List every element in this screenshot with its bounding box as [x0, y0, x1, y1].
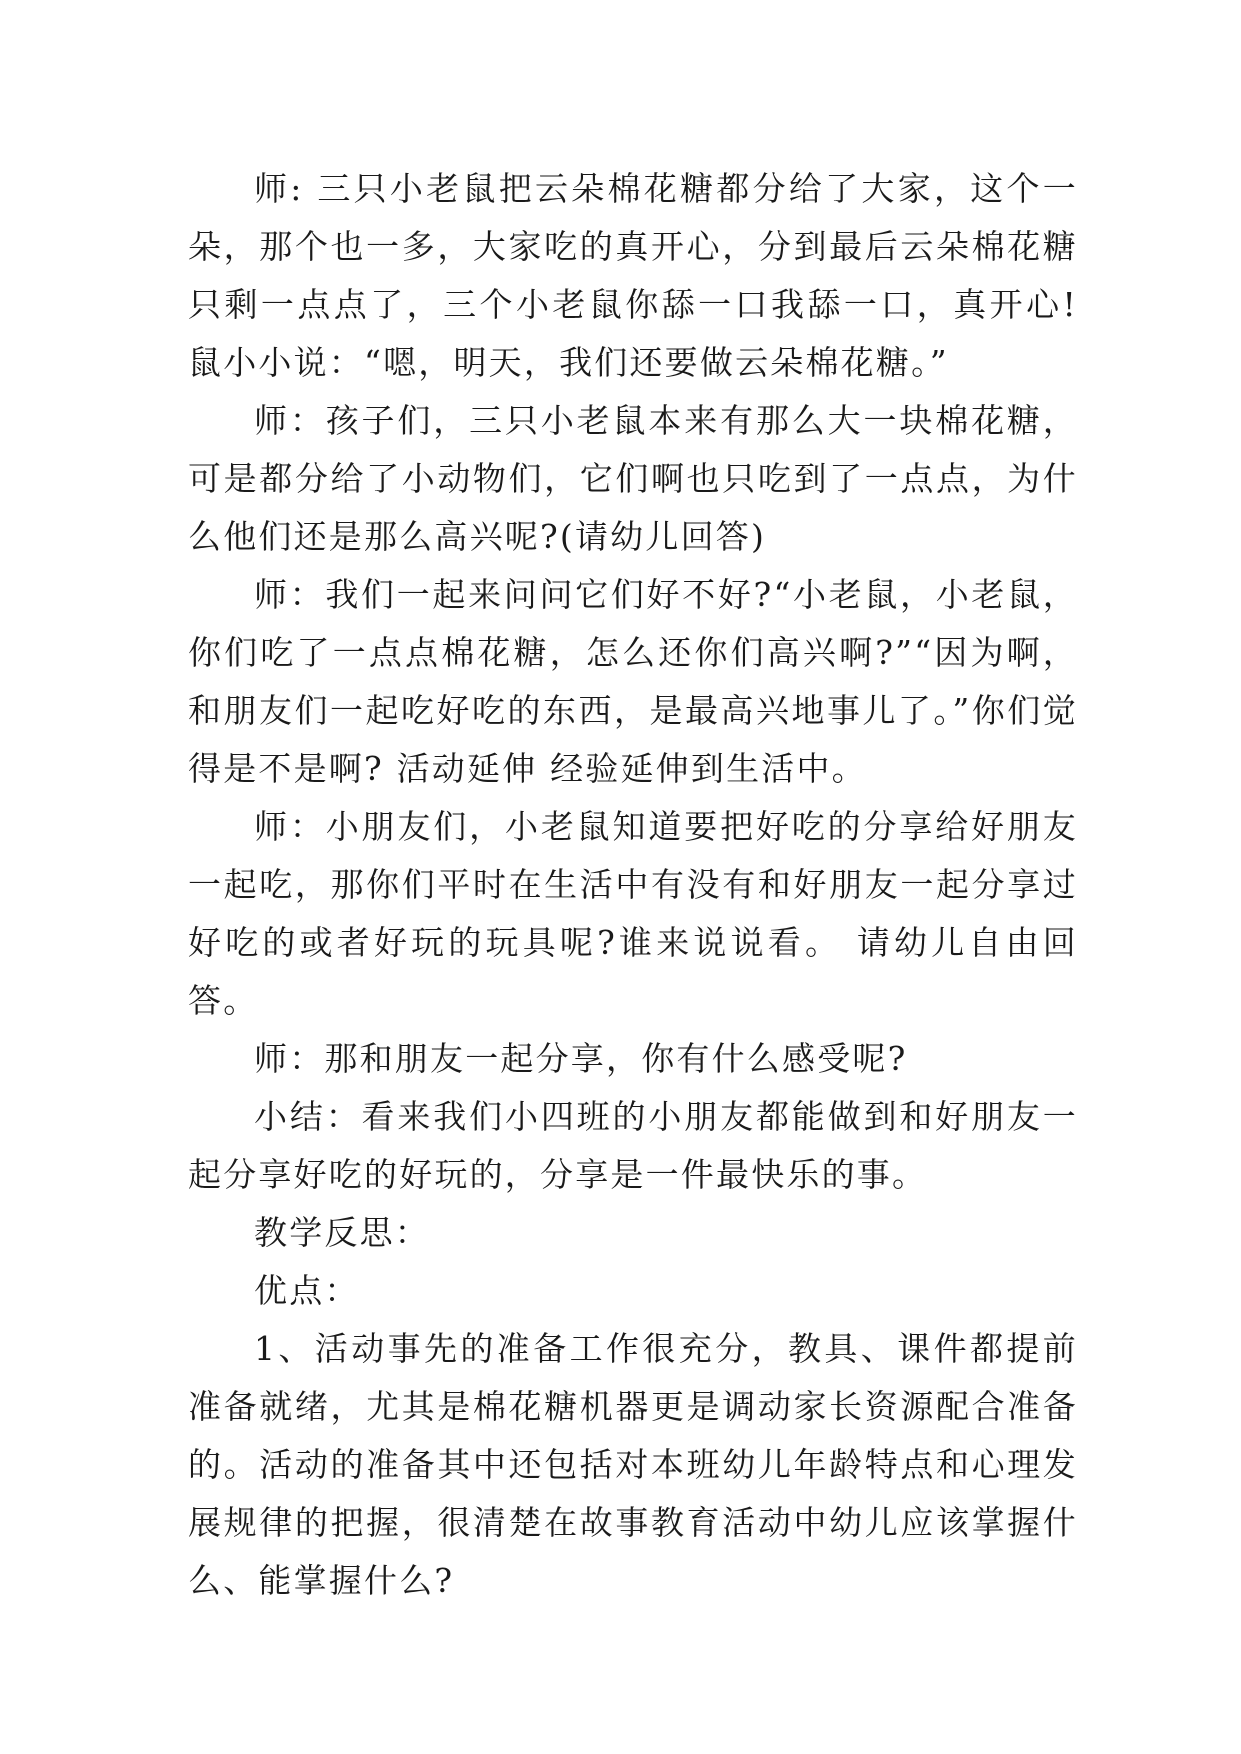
heading-strengths: 优点： [254, 1271, 360, 1310]
paragraph-teacher-question-why-happy: 师：孩子们，三只小老鼠本来有那么大一块棉花糖，可是都分给了小动物们，它们啊也只吃到了一点点，为什么他们还是那么高兴呢?(请幼儿回答) [188, 401, 1078, 556]
paragraph-teacher-feelings: 师：那和朋友一起分享，你有什么感受呢? [254, 1039, 908, 1078]
paragraph-summary: 小结：看来我们小四班的小朋友都能做到和好朋友一起分享好吃的好玩的，分享是一件最快乐的事。 [188, 1097, 1078, 1194]
heading-teaching-reflection: 教学反思： [254, 1213, 430, 1252]
paragraph-teacher-share-story: 师: 三只小老鼠把云朵棉花糖都分给了大家，这个一朵，那个也一多，大家吃的真开心，分到最后云朵棉花糖只剩一点点了，三个小老鼠你舔一口我舔一口，真开心!鼠小小说：“嗯，明天，我们还要做云朵棉花糖。” [188, 169, 1078, 382]
document-body [188, 160, 1078, 1610]
paragraph-teacher-ask-mice: 师：我们一起来问问它们好不好?“小老鼠，小老鼠，你们吃了一点点棉花糖，怎么还你们高兴啊?”“因为啊，和朋友们一起吃好吃的东西，是最高兴地事儿了。”你们觉得是不是啊? 活动延伸 经验延伸到生活中。 [188, 575, 1078, 788]
paragraph-teacher-sharing-life: 师：小朋友们，小老鼠知道要把好吃的分享给好朋友一起吃，那你们平时在生活中有没有和好朋友一起分享过好吃的或者好玩的玩具呢?谁来说说看。 请幼儿自由回答。 [188, 807, 1078, 1020]
paragraph-strength-1: 1、活动事先的准备工作很充分，教具、课件都提前准备就绪，尤其是棉花糖机器更是调动家长资源配合准备的。活动的准备其中还包括对本班幼儿年龄特点和心理发展规律的把握，很清楚在故事教育活动中幼儿应该掌握什么、能掌握什么? [188, 1329, 1078, 1600]
